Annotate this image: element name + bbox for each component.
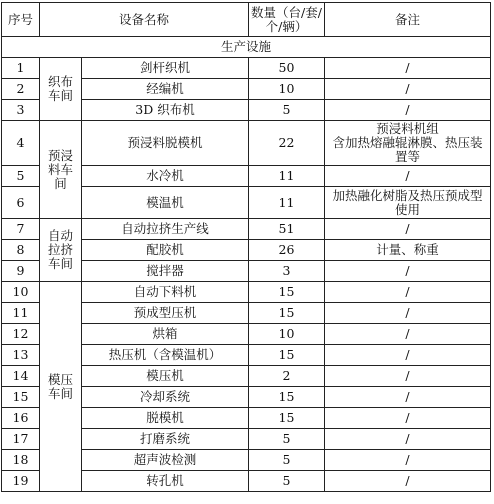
row-note: /: [325, 471, 491, 492]
row-seq: 16: [2, 408, 40, 429]
row-seq: 18: [2, 450, 40, 471]
row-name: 自动下料机: [82, 282, 249, 303]
row-note: /: [325, 408, 491, 429]
row-seq: 8: [2, 240, 40, 261]
row-qty: 15: [249, 387, 325, 408]
header-seq: 序号: [2, 3, 40, 37]
row-note: /: [325, 219, 491, 240]
row-name: 预成型压机: [82, 303, 249, 324]
row-qty: 3: [249, 261, 325, 282]
row-name: 剑杆织机: [82, 58, 249, 79]
row-name: 水冷机: [82, 166, 249, 187]
row-name: 自动拉挤生产线: [82, 219, 249, 240]
header-name: 设备名称: [40, 3, 249, 37]
row-qty: 51: [249, 219, 325, 240]
row-note: /: [325, 366, 491, 387]
row-qty: 15: [249, 282, 325, 303]
row-qty: 5: [249, 429, 325, 450]
row-seq: 6: [2, 187, 40, 219]
table-row: [2, 219, 491, 240]
row-note: 加热融化树脂及热压预成型使用: [325, 187, 491, 219]
row-seq: 7: [2, 219, 40, 240]
row-seq: 3: [2, 100, 40, 121]
row-note: /: [325, 387, 491, 408]
row-note: /: [325, 79, 491, 100]
row-name: 打磨系统: [82, 429, 249, 450]
row-qty: 11: [249, 166, 325, 187]
row-name: 预浸料脱模机: [82, 121, 249, 166]
row-name: 烘箱: [82, 324, 249, 345]
table-row: [2, 121, 491, 166]
workshop-label: 自动拉挤车间: [40, 219, 82, 282]
row-qty: 26: [249, 240, 325, 261]
row-name: 冷却系统: [82, 387, 249, 408]
row-seq: 12: [2, 324, 40, 345]
row-qty: 5: [249, 450, 325, 471]
section-row: [2, 37, 491, 58]
row-name: 模温机: [82, 187, 249, 219]
row-note: /: [325, 282, 491, 303]
row-qty: 22: [249, 121, 325, 166]
row-seq: 15: [2, 387, 40, 408]
row-name: 热压机（含模温机）: [82, 345, 249, 366]
row-seq: 19: [2, 471, 40, 492]
row-seq: 4: [2, 121, 40, 166]
row-qty: 15: [249, 345, 325, 366]
row-qty: 2: [249, 366, 325, 387]
row-note: /: [325, 303, 491, 324]
table-header-row: [2, 3, 491, 37]
row-qty: 11: [249, 187, 325, 219]
row-name: 3D 织布机: [82, 100, 249, 121]
row-seq: 11: [2, 303, 40, 324]
row-name: 转孔机: [82, 471, 249, 492]
row-seq: 1: [2, 58, 40, 79]
table-row: [2, 282, 491, 303]
row-note: /: [325, 324, 491, 345]
row-name: 经编机: [82, 79, 249, 100]
row-name: 超声波检测: [82, 450, 249, 471]
row-qty: 10: [249, 79, 325, 100]
row-qty: 5: [249, 100, 325, 121]
row-seq: 2: [2, 79, 40, 100]
workshop-label: 模压车间: [40, 282, 82, 492]
row-qty: 15: [249, 408, 325, 429]
row-seq: 13: [2, 345, 40, 366]
row-seq: 10: [2, 282, 40, 303]
row-note: 计量、称重: [325, 240, 491, 261]
row-note: /: [325, 100, 491, 121]
row-qty: 15: [249, 303, 325, 324]
workshop-label: 预浸料车间: [40, 121, 82, 219]
equipment-table: [1, 2, 491, 492]
row-name: 模压机: [82, 366, 249, 387]
row-note: /: [325, 429, 491, 450]
row-seq: 9: [2, 261, 40, 282]
row-seq: 5: [2, 166, 40, 187]
table-row: [2, 58, 491, 79]
row-name: 脱模机: [82, 408, 249, 429]
row-note: /: [325, 345, 491, 366]
row-note: /: [325, 450, 491, 471]
row-note: /: [325, 261, 491, 282]
row-note: 预浸料机组 含加热熔融辊淋膜、热压装置等: [325, 121, 491, 166]
row-qty: 5: [249, 471, 325, 492]
row-note: /: [325, 166, 491, 187]
row-name: 配胶机: [82, 240, 249, 261]
row-seq: 17: [2, 429, 40, 450]
row-name: 搅拌器: [82, 261, 249, 282]
section-title: 生产设施: [2, 37, 491, 58]
row-qty: 50: [249, 58, 325, 79]
workshop-label: 织布车间: [40, 58, 82, 121]
row-qty: 10: [249, 324, 325, 345]
row-seq: 14: [2, 366, 40, 387]
header-qty: 数量（台/套/个/辆）: [249, 3, 325, 37]
header-note: 备注: [325, 3, 491, 37]
row-note: /: [325, 58, 491, 79]
